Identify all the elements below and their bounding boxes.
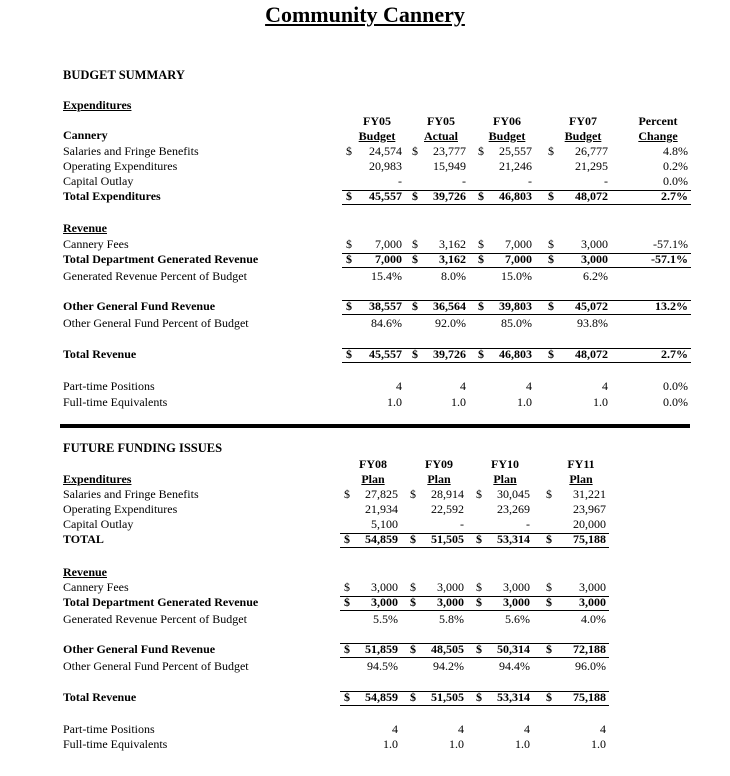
currency-symbol: $ [478,252,484,266]
rule-line [340,547,609,548]
value-cell-pt-positions: 4 [392,722,398,736]
value-cell-total-exp: 48,072 [575,189,608,203]
col-header-fy10-plan: FY10 Plan [491,457,519,486]
rule-line [342,348,691,349]
currency-symbol: $ [412,144,418,158]
value-cell-capital: - [398,174,402,188]
row-label-operating: Operating Expenditures [63,502,178,516]
value-cell-capital: 20,000 [573,517,606,531]
row-label-gen-rev-pct: Generated Revenue Percent of Budget [63,269,247,283]
value-cell-salaries: 24,574 [369,144,402,158]
section-divider [60,424,690,428]
rule-line [342,362,691,363]
currency-symbol: $ [344,532,350,546]
currency-symbol: $ [412,299,418,313]
currency-symbol: $ [478,347,484,361]
value-cell-fte: 1.0 [387,395,402,409]
value-cell-capital: - [528,174,532,188]
value-cell-capital: - [462,174,466,188]
row-label-other-gf: Other General Fund Revenue [63,642,216,656]
value-cell-operating: 23,269 [497,502,530,516]
currency-symbol: $ [478,299,484,313]
value-cell-operating: 21,934 [365,502,398,516]
currency-symbol: $ [476,487,482,501]
value-cell-other-gf: 39,803 [499,299,532,313]
value-cell-total-exp: 46,803 [499,189,532,203]
row-label-capital: Capital Outlay [63,174,134,188]
rule-line [342,267,691,268]
row-label-fte: Full-time Equivalents [63,737,168,751]
value-cell-other-gf-pct: 94.5% [367,659,398,673]
value-cell-total-rev: 46,803 [499,347,532,361]
value-cell-cannery-fees: 3,000 [579,580,606,594]
expenditures-heading: Expenditures [63,98,132,112]
currency-symbol: $ [346,144,352,158]
row-label-revenue-heading: Revenue [63,221,107,235]
currency-symbol: $ [412,189,418,203]
value-cell-total-exp: 39,726 [433,189,466,203]
currency-symbol: $ [410,642,416,656]
value-cell-other-gf: 45,072 [575,299,608,313]
value-cell-pt-positions: 4 [458,722,464,736]
value-cell-other-gf: 50,314 [497,642,530,656]
currency-symbol: $ [410,595,416,609]
value-cell-capital: - [460,517,464,531]
percent-change-operating: 0.2% [663,159,688,173]
rule-line [340,533,609,534]
value-cell-other-gf-pct: 94.4% [499,659,530,673]
row-label-pt-positions: Part-time Positions [63,379,155,393]
currency-symbol: $ [344,690,350,704]
value-cell-salaries: 27,825 [365,487,398,501]
currency-symbol: $ [346,347,352,361]
value-cell-fte: 1.0 [451,395,466,409]
row-label-total-dept-rev: Total Department Generated Revenue [63,595,259,609]
currency-symbol: $ [546,690,552,704]
currency-symbol: $ [410,532,416,546]
row-label-salaries: Salaries and Fringe Benefits [63,144,199,158]
row-label-cannery-fees: Cannery Fees [63,580,129,594]
row-label-other-gf: Other General Fund Revenue [63,299,216,313]
value-cell-fte: 1.0 [515,737,530,751]
col-header-fy06-budget: FY06 Budget [488,114,526,143]
value-cell-total-dept-rev: 3,000 [579,595,606,609]
value-cell-fte: 1.0 [593,395,608,409]
currency-symbol: $ [344,595,350,609]
value-cell-cannery-fees: 3,000 [437,580,464,594]
row-label-total-dept-rev: Total Department Generated Revenue [63,252,259,266]
currency-symbol: $ [410,487,416,501]
value-cell-salaries: 30,045 [497,487,530,501]
currency-symbol: $ [346,189,352,203]
value-cell-gen-rev-pct: 5.6% [505,612,530,626]
row-label-revenue-heading: Revenue [63,565,107,579]
value-cell-total-exp: 45,557 [369,189,402,203]
value-cell-total: 75,188 [573,532,606,546]
value-cell-operating: 15,949 [433,159,466,173]
value-cell-total: 54,859 [365,532,398,546]
value-cell-pt-positions: 4 [460,379,466,393]
currency-symbol: $ [548,237,554,251]
value-cell-operating: 21,295 [575,159,608,173]
value-cell-total-rev: 39,726 [433,347,466,361]
value-cell-pt-positions: 4 [524,722,530,736]
currency-symbol: $ [346,237,352,251]
future-funding-heading: FUTURE FUNDING ISSUES [63,441,223,455]
value-cell-fte: 1.0 [383,737,398,751]
percent-change-fte: 0.0% [663,395,688,409]
currency-symbol: $ [548,299,554,313]
value-cell-total-dept-rev: 3,000 [371,595,398,609]
value-cell-total-dept-rev: 3,000 [581,252,608,266]
row-label-expenditures-heading: Expenditures [63,472,132,486]
row-label-total-rev: Total Revenue [63,690,137,704]
currency-symbol: $ [410,580,416,594]
value-cell-total-dept-rev: 3,162 [439,252,466,266]
row-label-other-gf-pct: Other General Fund Percent of Budget [63,316,249,330]
value-cell-gen-rev-pct: 4.0% [581,612,606,626]
value-cell-total-dept-rev: 7,000 [375,252,402,266]
percent-change-total-rev: 2.7% [661,347,688,361]
rule-line [340,596,609,597]
value-cell-gen-rev-pct: 8.0% [441,269,466,283]
value-cell-capital: - [526,517,530,531]
value-cell-total-rev: 75,188 [573,690,606,704]
value-cell-total-rev: 53,314 [497,690,530,704]
value-cell-other-gf: 38,557 [369,299,402,313]
value-cell-other-gf: 48,505 [431,642,464,656]
row-label-other-gf-pct: Other General Fund Percent of Budget [63,659,249,673]
col-header-fy09-plan: FY09 Plan [425,457,453,486]
currency-symbol: $ [546,642,552,656]
rule-line [342,300,691,301]
value-cell-pt-positions: 4 [602,379,608,393]
currency-symbol: $ [476,595,482,609]
currency-symbol: $ [476,532,482,546]
value-cell-total-dept-rev: 3,000 [437,595,464,609]
currency-symbol: $ [546,532,552,546]
value-cell-cannery-fees: 3,162 [439,237,466,251]
value-cell-cannery-fees: 7,000 [505,237,532,251]
value-cell-other-gf: 51,859 [365,642,398,656]
page-title: Community Cannery [265,2,465,27]
currency-symbol: $ [478,189,484,203]
value-cell-total-dept-rev: 3,000 [503,595,530,609]
value-cell-operating: 20,983 [369,159,402,173]
currency-symbol: $ [476,690,482,704]
value-cell-total: 51,505 [431,532,464,546]
currency-symbol: $ [410,690,416,704]
value-cell-salaries: 26,777 [575,144,608,158]
percent-change-capital: 0.0% [663,174,688,188]
value-cell-cannery-fees: 3,000 [581,237,608,251]
currency-symbol: $ [346,299,352,313]
percent-change-pt-positions: 0.0% [663,379,688,393]
row-label-gen-rev-pct: Generated Revenue Percent of Budget [63,612,247,626]
currency-symbol: $ [478,237,484,251]
currency-symbol: $ [548,252,554,266]
value-cell-total: 53,314 [497,532,530,546]
currency-symbol: $ [548,347,554,361]
value-cell-other-gf-pct: 96.0% [575,659,606,673]
percent-change-total-dept-rev: -57.1% [651,252,688,266]
rule-line [340,705,609,706]
col-header-fy05-actual: FY05 Actual [424,114,458,143]
value-cell-fte: 1.0 [517,395,532,409]
row-label-total: TOTAL [63,532,104,546]
value-cell-salaries: 23,777 [433,144,466,158]
value-cell-total-rev: 54,859 [365,690,398,704]
currency-symbol: $ [412,347,418,361]
value-cell-gen-rev-pct: 15.4% [371,269,402,283]
row-label-operating: Operating Expenditures [63,159,178,173]
currency-symbol: $ [546,487,552,501]
rule-line [340,610,609,611]
row-label-salaries: Salaries and Fringe Benefits [63,487,199,501]
row-label-fte: Full-time Equivalents [63,395,168,409]
rule-line [340,691,609,692]
percent-change-cannery-fees: -57.1% [653,237,688,251]
rule-line [342,190,691,191]
rule-line [342,314,691,315]
value-cell-pt-positions: 4 [600,722,606,736]
value-cell-other-gf: 72,188 [573,642,606,656]
percent-change-salaries: 4.8% [663,144,688,158]
value-cell-other-gf: 36,564 [433,299,466,313]
rule-line [342,204,691,205]
col-header-fy07-budget: FY07 Budget [564,114,602,143]
value-cell-salaries: 28,914 [431,487,464,501]
rule-line [340,643,609,644]
currency-symbol: $ [476,642,482,656]
percent-change-total-exp: 2.7% [661,189,688,203]
value-cell-other-gf-pct: 92.0% [435,316,466,330]
value-cell-operating: 21,246 [499,159,532,173]
value-cell-gen-rev-pct: 5.5% [373,612,398,626]
value-cell-cannery-fees: 3,000 [503,580,530,594]
currency-symbol: $ [548,189,554,203]
currency-symbol: $ [344,487,350,501]
value-cell-cannery-fees: 3,000 [371,580,398,594]
value-cell-operating: 22,592 [431,502,464,516]
value-cell-salaries: 31,221 [573,487,606,501]
value-cell-operating: 23,967 [573,502,606,516]
value-cell-total-rev: 45,557 [369,347,402,361]
row-label-capital: Capital Outlay [63,517,134,531]
row-label-cannery: Cannery [63,128,108,142]
budget-summary-heading: BUDGET SUMMARY [63,68,185,82]
currency-symbol: $ [546,595,552,609]
percent-change-other-gf: 13.2% [655,299,688,313]
value-cell-total-rev: 48,072 [575,347,608,361]
value-cell-fte: 1.0 [449,737,464,751]
value-cell-total-dept-rev: 7,000 [505,252,532,266]
currency-symbol: $ [412,252,418,266]
currency-symbol: $ [478,144,484,158]
value-cell-total-rev: 51,505 [431,690,464,704]
currency-symbol: $ [344,642,350,656]
currency-symbol: $ [412,237,418,251]
value-cell-other-gf-pct: 85.0% [501,316,532,330]
currency-symbol: $ [344,580,350,594]
row-label-total-rev: Total Revenue [63,347,137,361]
col-header-fy08-plan: FY08 Plan [359,457,387,486]
value-cell-salaries: 25,557 [499,144,532,158]
row-label-total-exp: Total Expenditures [63,189,161,203]
value-cell-pt-positions: 4 [396,379,402,393]
currency-symbol: $ [548,144,554,158]
value-cell-other-gf-pct: 84.6% [371,316,402,330]
value-cell-gen-rev-pct: 5.8% [439,612,464,626]
value-cell-capital: 5,100 [371,517,398,531]
value-cell-other-gf-pct: 93.8% [577,316,608,330]
rule-line [340,657,609,658]
currency-symbol: $ [546,580,552,594]
value-cell-fte: 1.0 [591,737,606,751]
col-header-fy11-plan: FY11 Plan [567,457,595,486]
row-label-cannery-fees: Cannery Fees [63,237,129,251]
value-cell-gen-rev-pct: 6.2% [583,269,608,283]
row-label-pt-positions: Part-time Positions [63,722,155,736]
rule-line [342,253,691,254]
value-cell-gen-rev-pct: 15.0% [501,269,532,283]
value-cell-other-gf-pct: 94.2% [433,659,464,673]
value-cell-capital: - [604,174,608,188]
value-cell-pt-positions: 4 [526,379,532,393]
currency-symbol: $ [346,252,352,266]
value-cell-cannery-fees: 7,000 [375,237,402,251]
col-header-fy05-budget: FY05 Budget [358,114,396,143]
currency-symbol: $ [476,580,482,594]
col-header-percent-change: Percent Change [638,114,678,143]
